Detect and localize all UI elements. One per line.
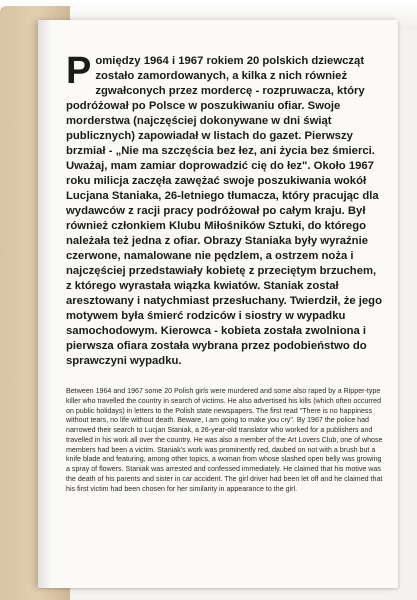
polish-paragraph (66, 50, 384, 369)
spine-shadow (38, 20, 52, 588)
drop-cap: P (66, 50, 92, 92)
polish-body-text: omiędzy 1964 i 1967 rokiem 20 polskich dziewcząt zostało zamordowanych, a kilka z nich również zgwałconych przez mordercę - rozpruwacza, który podróżował po Polsce w poszukiwaniu ofiar. Swoje morderstwa (najczęściej dokonywane w dni świąt publicznych) zapowiadał w listach do gazet. Pierwszy brzmiał - „Nie ma szczęścia bez łez, ani życia bez śmierci. Uważaj, mam zamiar doprowadzić cię do łez". Około 1967 roku milicja zaczęła zawężać swoje poszukiwania wokół Lucjana Staniaka, 26-letniego tłumacza, który pracując dla wydawców z racji pracy podróżował po całym kraju. Był również członkiem Klubu Miłośników Sztuki, do którego należała też jedna z ofiar. Obrazy Staniaka były wyraźnie czerwone, namalowane nie pędzlem, a ostrzem noża i najczęściej przedstawiały kobietę z przeciętym brzuchem, z którego wyrastała wiązka kwiatów. Staniak został aresztowany i natychmiast przesłuchany. Twierdził, że jego motywem była śmierć rodziców i siostry w wypadku samochodowym. Kierowca - kobieta została zwolniona i pierwsza ofiara została wybrana przez podobieństwo do sprawczyni wypadku. (66, 55, 382, 367)
english-paragraph: Between 1964 and 1967 some 20 Polish girls were murdered and some also raped by a Ripper-type killer who travelled the country in search of victims. He also advertised his kills (which often occurred on public holidays) in letters to the Polish state newspapers. The first read "There is no happiness without tears, no life without death. Beware, I am going to make you cry". By 1967 the police had narrowed their search to Lucjan Staniak, a 26-year-old translator who worked for a publishers and travelled in his work all over the country. He was also a member of the Art Lovers Club, one of whose members had been a victim. Staniak's work was prominently red, daubed on not with a brush but a knife blade and featuring, among other topics, a woman from whose slashed open belly was growing a spray of flowers. Staniak was arrested and confessed immediately. He claimed that his motive was the death of his parents and sister in car accident. The girl driver had been let off and he claimed that his first victim had been chosen for her similarity in appearance to the girl. (66, 387, 383, 493)
